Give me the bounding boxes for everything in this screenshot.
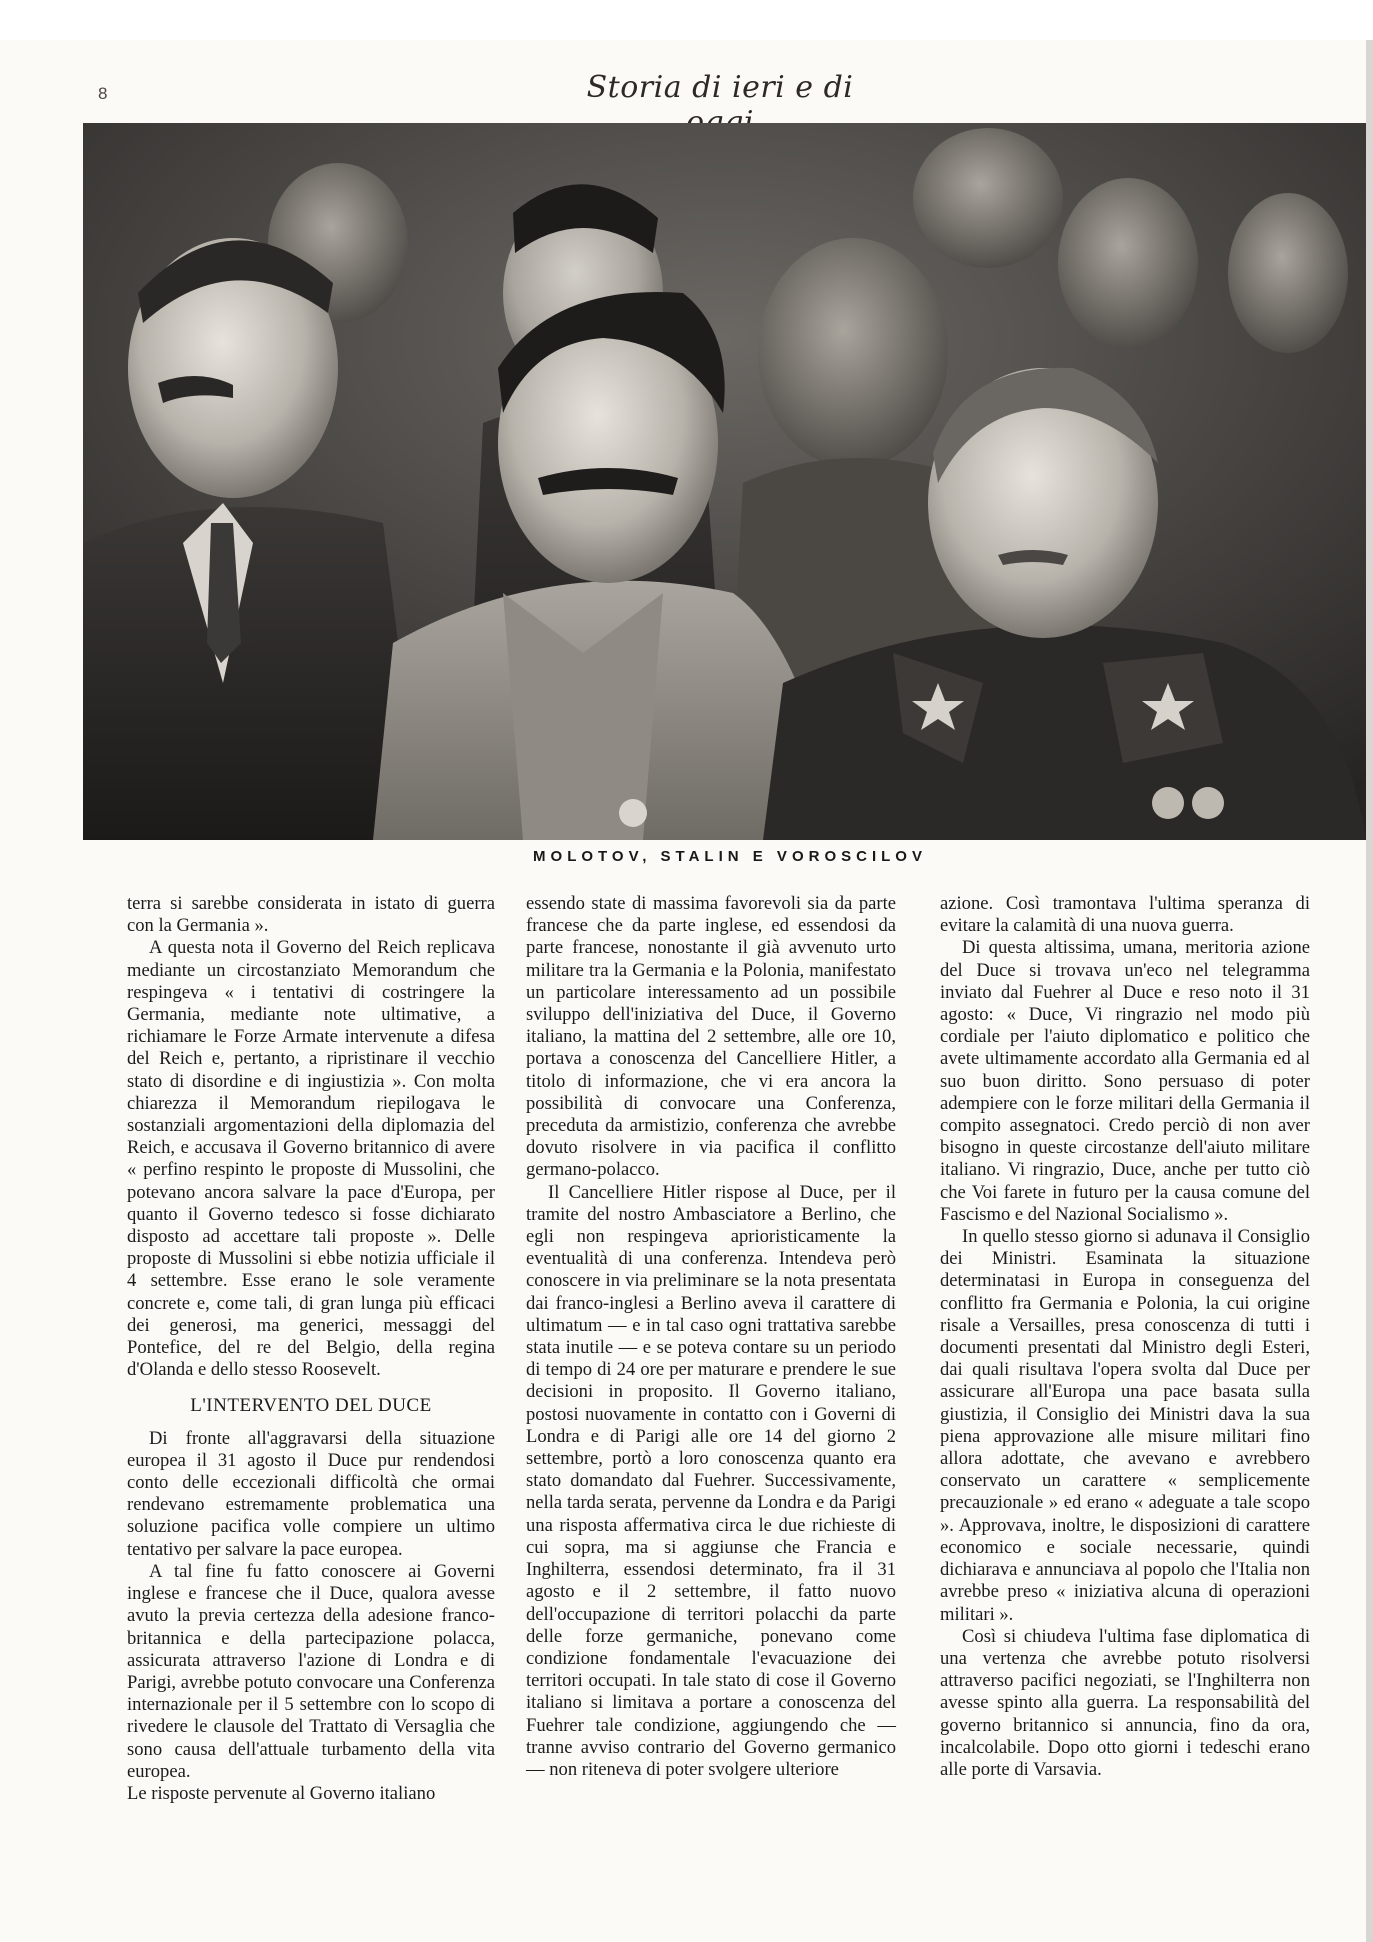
paragraph: Così si chiudeva l'ultima fase diplomatica di una vertenza che avrebbe potuto risolversi attraverso pacifici negoziati, se l'Inghilterra non avesse spinto alla guerra. La responsabilità del governo britannico si annuncia, fino da ora, incalcolabile. Dopo otto giorni i tedeschi erano alle porte di Varsavia.: [940, 1625, 1310, 1780]
paragraph: azione. Così tramontava l'ultima speranza di evitare la calamità di una nuova guerra.: [940, 893, 1310, 937]
page-edge-shadow: [1366, 40, 1373, 1942]
paragraph: Il Cancelliere Hitler rispose al Duce, per il tramite del nostro Ambasciatore a Berlino, che egli non respingeva aprioristicamente la eventualità di una conferenza. Intendeva però conoscere in via preliminare se la nota presentata dai franco-inglesi a Berlino aveva il carattere di ultimatum — e in tal caso ogni trattativa sarebbe stata inutile — e se poteva contare su un periodo di tempo di 24 ore per maturare e prendere le sue decisioni in proposito. Il Governo italiano, postosi nuovamente in contatto con i Governi di Londra e di Parigi alle ore 14 del giorno 2 settembre, portò a loro conoscenza quanto era stato domandato dal Fuehrer. Successivamente, nella tarda serata, pervenne da Londra e da Parigi una risposta affermativa circa le due richieste di cui sopra, ma si aggiunse che Francia e Inghilterra, essendosi determinato, fra il 31 agosto e il 2 settembre, il fatto nuovo dell'occupazione di territori polacchi da parte delle forze germaniche, ponevano come condizione fondamentale l'evacuazione dei territori occupati. In tale stato di cose il Governo italiano si limitava a portare a conoscenza del Fuehrer tale condizione, aggiungendo che — tranne avviso contrario del Governo germanico — non riteneva di poter svolgere ulteriore: [526, 1181, 896, 1780]
group-photograph: [83, 123, 1366, 840]
paragraph: A tal fine fu fatto conoscere ai Governi inglese e francese che il Duce, qualora avesse avuto la previa certezza della adesione franco-britannica e della partecipazione polacca, assicurata attraverso l'azione di Londra e di Parigi, avrebbe potuto convocare una Conferenza internazionale per il 5 settembre con lo scopo di rivedere le clausole del Trattato di Versaglia che sono causa dell'attuale turbamento della vita europea.: [127, 1560, 495, 1782]
paragraph: Le risposte pervenute al Governo italiano: [127, 1782, 436, 1804]
text-column-1: [127, 893, 495, 1805]
paragraph: Di fronte all'aggravarsi della situazione europea il 31 agosto il Duce pur rendendosi conto delle eccezionali difficoltà che ormai rendevano estremamente problematica una soluzione pacifica volle compiere un ultimo tentativo per salvare la pace europea.: [127, 1427, 495, 1560]
paragraph: terra si sarebbe considerata in istato di guerra con la Germania ».: [127, 893, 495, 937]
running-title: Storia di ieri e di: [586, 70, 854, 105]
text-column-3: [940, 893, 1310, 1781]
paragraph: essendo state di massima favorevoli sia da parte francese che da parte inglese, ed essendosi da parte francese, nonostante il già avvenuto urto militare tra la Germania e la Polonia, manifestato un particolare interessamento ad un possibile sviluppo dell'iniziativa del Duce, il Governo italiano, la mattina del 2 settembre, alle ore 10, portava a conoscenza del Cancelliere Hitler, a titolo di informazione, che vi era ancora la possibilità di convocare una Conferenza, preceduta da armistizio, conferenza che avrebbe dovuto risolvere in via pacifica il conflitto germano-polacco.: [526, 893, 896, 1181]
section-heading: L'INTERVENTO DEL DUCE: [190, 1395, 432, 1417]
page-number: 8: [98, 84, 108, 103]
paragraph: Di questa altissima, umana, meritoria azione del Duce si trovava un'eco nel telegramma inviato dal Fuehrer al Duce e reso noto il 31 agosto: « Duce, Vi ringrazio nel modo più cordiale per l'aiuto diplomatico e politico che avete ultimamente accordato alla Germania ed al suo buon diritto. Sono persuaso di poter adempiere con le forze militari della Germania il compito assegnatoci. Credo perciò di non aver bisogno in queste circostanze dell'aiuto militare italiano. Vi ringrazio, Duce, anche per tutto ciò che Voi farete in futuro per la causa comune del Fascismo e del Nazional Socialismo ».: [940, 937, 1310, 1225]
paragraph: In quello stesso giorno si adunava il Consiglio dei Ministri. Esaminata la situazione determinatasi in Europa in conseguenza del conflitto fra Germania e Polonia, la cui origine risale a Versailles, presa conoscenza di tutti i documenti presentati dal Ministro degli Esteri, dai quali risultava l'opera svolta dal Duce per assicurare all'Europa una pace basata sulla giustizia, il Consiglio dei Ministri dava la sua piena approvazione alle misure militari fino allora adottate, che avevano e avrebbero conservato un carattere « semplicemente precauzionale » ed erano « adeguate a tale scopo ». Approvava, inoltre, le disposizioni di carattere economico e sociale necessarie, quindi dichiarava e annunciava al popolo che l'Italia non avrebbe preso « iniziativa alcuna di operazioni militari ».: [940, 1226, 1310, 1625]
text-column-2: [526, 893, 896, 1781]
photo-caption: MOLOTOV, STALIN E VOROSCILOV: [533, 848, 927, 865]
paragraph: A questa nota il Governo del Reich replicava mediante un circostanziato Memorandum che respingeva « i tentativi di costringere la Germania, mediante note ultimative, a richiamare le Forze Armate intervenute a difesa del Reich e, pertanto, a ripristinare il vecchio stato di disordine e di ingiustizia ». Con molta chiarezza il Memorandum riepilogava le sostanziali argomentazioni della diplomazia del Reich, e accusava il Governo britannico di avere « perfino respinto le proposte di Mussolini, che potevano ancora salvare la pace d'Europa, per quanto il Governo tedesco si fosse dichiarato disposto ad accettare tali proposte ». Delle proposte di Mussolini si ebbe notizia ufficiale il 4 settembre. Esse erano le sole veramente concrete e, come tali, di gran lunga più efficaci dei generosi, ma generici, messaggi del Pontefice, del re del Belgio, della regina d'Olanda e dello stesso Roosevelt.: [127, 937, 495, 1381]
